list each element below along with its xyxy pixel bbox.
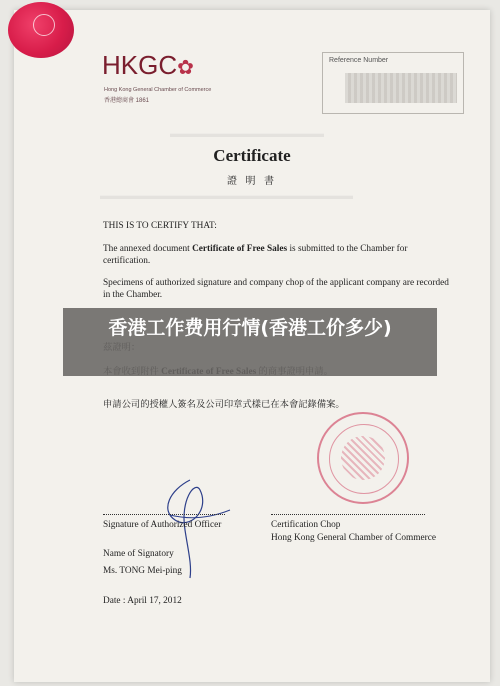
zh-paragraph-2: 申請公司的授權人簽名及公司印章式樣已在本會記錄備案。 bbox=[103, 400, 345, 410]
background-watermark-2: ▬▬▬▬▬▬▬▬▬▬▬▬▬▬▬▬▬▬▬▬▬▬▬ bbox=[100, 190, 353, 202]
para1-post: is submitted to the Chamber for certification. bbox=[103, 244, 408, 266]
signature-line-right bbox=[271, 514, 425, 515]
chamber-name: Hong Kong General Chamber of Commerce bbox=[271, 533, 436, 543]
logo-subtitle-zh: 香港總商會 1861 bbox=[104, 98, 150, 104]
overlay-title: 香港工作费用行情(香港工价多少) bbox=[108, 317, 392, 339]
background-watermark: ▬▬▬▬▬▬▬▬▬▬▬▬▬▬ bbox=[170, 128, 324, 140]
name-of-signatory-label: Name of Signatory bbox=[103, 549, 174, 559]
bauhinia-flower-icon: ✿ bbox=[177, 57, 194, 79]
reference-number-box bbox=[322, 52, 464, 114]
certificate-title: Certificate bbox=[213, 146, 291, 165]
certify-line: THIS IS TO CERTIFY THAT: bbox=[103, 221, 217, 231]
reference-redacted bbox=[345, 73, 457, 103]
certificate-title-zh: 證 明 書 bbox=[227, 176, 277, 187]
red-seal-sticker bbox=[8, 2, 74, 58]
seal-inner-ring bbox=[33, 14, 55, 36]
signatory-name: Ms. TONG Mei-ping bbox=[103, 566, 182, 576]
paragraph-annexed-document bbox=[103, 244, 455, 267]
certification-chop-label: Certification Chop bbox=[271, 520, 341, 530]
date-line: Date : April 17, 2012 bbox=[103, 596, 182, 606]
logo-text: HKGC bbox=[102, 50, 178, 80]
paragraph-specimens: Specimens of authorized signature and company chop of the applicant company are recorded in the Chamber. bbox=[103, 278, 449, 300]
logo-subtitle-en: Hong Kong General Chamber of Commerce bbox=[104, 87, 212, 93]
para1-pre: The annexed document bbox=[103, 244, 193, 254]
signature-line-left bbox=[103, 514, 225, 515]
stamp-core bbox=[341, 436, 385, 480]
authorized-officer-label: Signature of Authorized Officer bbox=[103, 520, 222, 530]
reference-label: Reference Number bbox=[329, 57, 389, 64]
chamber-stamp bbox=[317, 412, 409, 504]
chamber-logo bbox=[102, 50, 194, 81]
title-overlay-banner bbox=[63, 308, 437, 376]
para1-bold: Certificate of Free Sales bbox=[192, 244, 288, 254]
